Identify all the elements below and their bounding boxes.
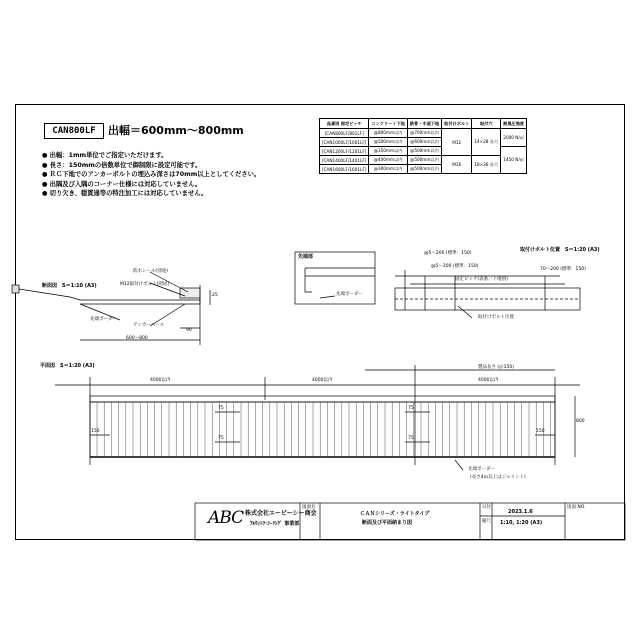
spec-hole-16: 18×36 長穴 [472,156,501,174]
plan-dim-75: 75 [408,406,414,411]
spec-header: 耐風圧強度 [501,119,527,129]
note-item: ● 長さ：150mmの倍数単位で御制限に設定可能です。 [42,161,202,169]
spec-hole-12: 14×28 長穴 [472,129,501,156]
company-name: 株式会社エービーシー商会 [245,510,317,517]
anchor-base-label: アンカーベース [133,323,165,328]
bolt-position-label: 取付けボルト位置 S＝1:20 (A3) [520,247,600,253]
plan-seg2: 4000以内 [312,378,333,383]
plan-louver-lines [97,402,551,457]
section-right-dim: 90 [186,328,192,333]
bolt-pitch-a: @5～200 (標準：150) [424,251,472,256]
spec-cell: @300mm以内 [369,165,407,174]
spec-bolt-m12: M12 [442,129,472,156]
section-profile [19,289,200,300]
drawing-title: 断面及び平面納まり図 [362,520,413,526]
drawing-name-label: 図面名 [302,505,316,510]
model-title: CAN800LF [44,123,104,139]
plan-back-rail [90,396,555,402]
fixed-pitch-label: 固定ピッチ(表番／下地別) [455,277,508,282]
series-name: ＣＡＮシリーズ・ライトタイプ [360,511,430,517]
spec-cell: @400mm以内 [369,156,407,165]
plan-label: 平面図 S＝1:20 (A3) [40,363,95,369]
spec-cell: @500mm以内 [407,165,441,174]
company-logo: ABC [208,508,244,528]
plan-tip-border-label: 先端ボーダー [468,467,495,472]
bolt-pitch-c: 70～200 (標準：150) [540,267,586,272]
spec-cell: [CAN1600LF/1601LF] [320,165,369,174]
tip-detail-label: 先端部 [298,254,314,260]
plan-seg1: 4000以内 [150,378,171,383]
plan-seg3: 4000以内 [478,378,499,383]
spec-cell: @700mm以内 [407,129,441,138]
note-item: ● 出幅：1mm単位でご指定いただけます。 [42,152,168,159]
spec-header: 取付穴 [472,119,501,129]
spec-cell: [CAN1000LF/1001LF] [320,138,369,147]
plan-dim-150-left: 150 [91,429,100,434]
width-range-title: 出幅＝600mm～800mm [108,124,244,137]
spec-cell: [CAN1400LF/1401LF] [320,156,369,165]
plan-dim-75: 75 [408,436,414,441]
bolt-position-callout: 取付けボルト位置 [478,315,514,320]
spec-wind-1: 2000 N/㎡ [501,129,527,147]
drawing-number-label: 図面 NO. [567,505,586,510]
plan-louver-area [90,402,555,457]
section-height-dim: 25 [212,293,218,298]
spec-cell: @500mm以内 [369,138,407,147]
plan-joint-note: (長さ4ｍ以上はジョイント) [470,475,526,480]
note-item: ● 出隅及び入隅のコーナー仕様には対応していません。 [42,180,202,188]
spec-header: 鉄骨・木造下地 [407,119,441,129]
anchor-bolt-label: M12取付けボルト(別途) [120,282,170,287]
spec-cell: @600mm以内 [407,138,441,147]
date-label: 日付 [482,505,491,510]
spec-cell: [CAN800LF/801LF] [320,129,369,138]
drawing-date: 2023.1.6 [508,509,533,515]
section-wall [12,285,19,293]
spec-header: コンクリート下地 [369,119,407,129]
note-item: ● 切り欠き、穏貫通等の特注加工には対応していません。 [42,190,208,197]
company-division: ｱﾙｳｨﾄﾗ･ｼｰﾘﾝｸﾞ 事業部 [250,521,300,527]
plan-dim-150-right: 150 [536,429,545,434]
spec-cell: @800mm以内 [369,129,407,138]
section-label: 断面図 S＝1:10 (A3) [42,283,97,289]
spec-cell: [CAN1200LF/1201LF] [320,147,369,156]
plan-dim-75: 75 [218,406,224,411]
drawing-scale: 1:10, 1:20 (A3) [500,520,543,526]
waterproof-seal-label: 防水シール(別途) [133,269,168,274]
spec-header: 取付けボルト [442,119,472,129]
plan-height-dim: 800 [576,419,585,424]
spec-cell: @500mm以内 [407,156,441,165]
bolt-pitch-b: @5～200 (標準：150) [431,264,479,269]
section-tip-border-label: 先端ボーダー [90,317,117,322]
spec-cell: @500mm以内 [407,147,441,156]
tip-detail-border-label: 先端ボーダー [336,292,363,297]
plan-dim-75: 75 [218,436,224,441]
product-length-label: 製品長さ (＠150) [478,365,515,370]
spec-cell: @350mm以内 [369,147,407,156]
spec-bolt-m16: M16 [442,156,472,174]
note-item: ● ＲＣ下地でのアンカーボルトの埋込み深さは70mm以上としてください。 [42,171,261,178]
spec-header: 品番別 固定ピッチ [320,119,369,129]
spec-wind-2: 1450 N/㎡ [501,147,527,174]
scale-label: 縮尺 [482,519,491,524]
section-width-dim: 600～800 [126,336,148,341]
